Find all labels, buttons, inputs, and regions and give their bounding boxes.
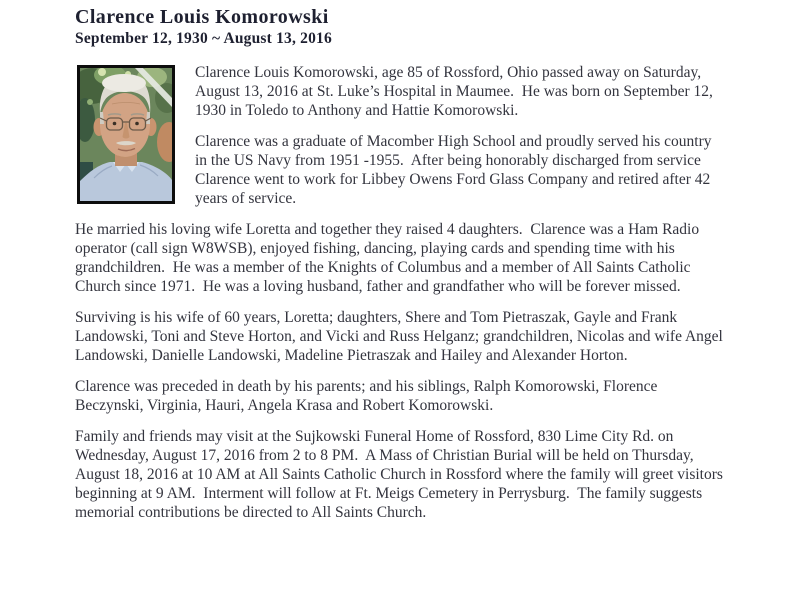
obituary-paragraph-4: Surviving is his wife of 60 years, Loretta; daughters, Shere and Tom Pietraszak, Gayle and Frank Landowski, Toni and Steve Horton, and Vicki and Russ Helganz; grandchildren, Nicolas and wife Angel Landowski, Danielle Landowski, Madeline Pietraszak and Hailey and Alexander Horton. bbox=[75, 309, 727, 364]
obituary-body bbox=[75, 63, 725, 522]
portrait-photo bbox=[77, 65, 175, 204]
obituary-paragraph-3: He married his loving wife Loretta and together they raised 4 daughters. Clarence was a Ham Radio operator (call sign W8WSB), enjoyed fishing, dancing, playing cards and spending time with his grandchildren. He was a member of the Knights of Columbus and a member of All Saints Catholic Church since 1971. He was a loving husband, father and grandfather who will be forever missed. bbox=[75, 221, 703, 295]
obituary-paragraph-5: Clarence was preceded in death by his parents; and his siblings, Ralph Komorowski, Florence Beczynski, Virginia, Hauri, Angela Krasa and Robert Komorowski. bbox=[75, 378, 662, 414]
obituary-paragraph-1: Clarence Louis Komorowski, age 85 of Rossford, Ohio passed away on Saturday, August 13, 2016 at St. Luke’s Hospital in Maumee. He was born on September 12, 1930 in Toledo to Anthony and Hattie Komorowski. bbox=[195, 64, 717, 119]
life-dates: September 12, 1930 ~ August 13, 2016 bbox=[75, 30, 332, 47]
obituary-paragraph-6: Family and friends may visit at the Sujkowski Funeral Home of Rossford, 830 Lime City Rd. on Wednesday, August 17, 2016 from 2 to 8 PM. A Mass of Christian Burial will be held on Thursday, August 18, 2016 at 10 AM at All Saints Catholic Church in Rossford where the family will greet visitors beginning at 9 AM. Interment will follow at Ft. Meigs Cemetery in Perrysburg. The family suggests memorial contributions be directed to All Saints Church. bbox=[75, 428, 727, 521]
portrait-image bbox=[80, 68, 172, 201]
obituary-paragraph-2: Clarence was a graduate of Macomber High School and proudly served his country in the US Navy from 1951 -1955. After being honorably discharged from service Clarence went to work for Libbey Owens Ford Glass Company and retired after 42 years of service. bbox=[195, 133, 716, 207]
person-name: Clarence Louis Komorowski bbox=[75, 6, 329, 28]
